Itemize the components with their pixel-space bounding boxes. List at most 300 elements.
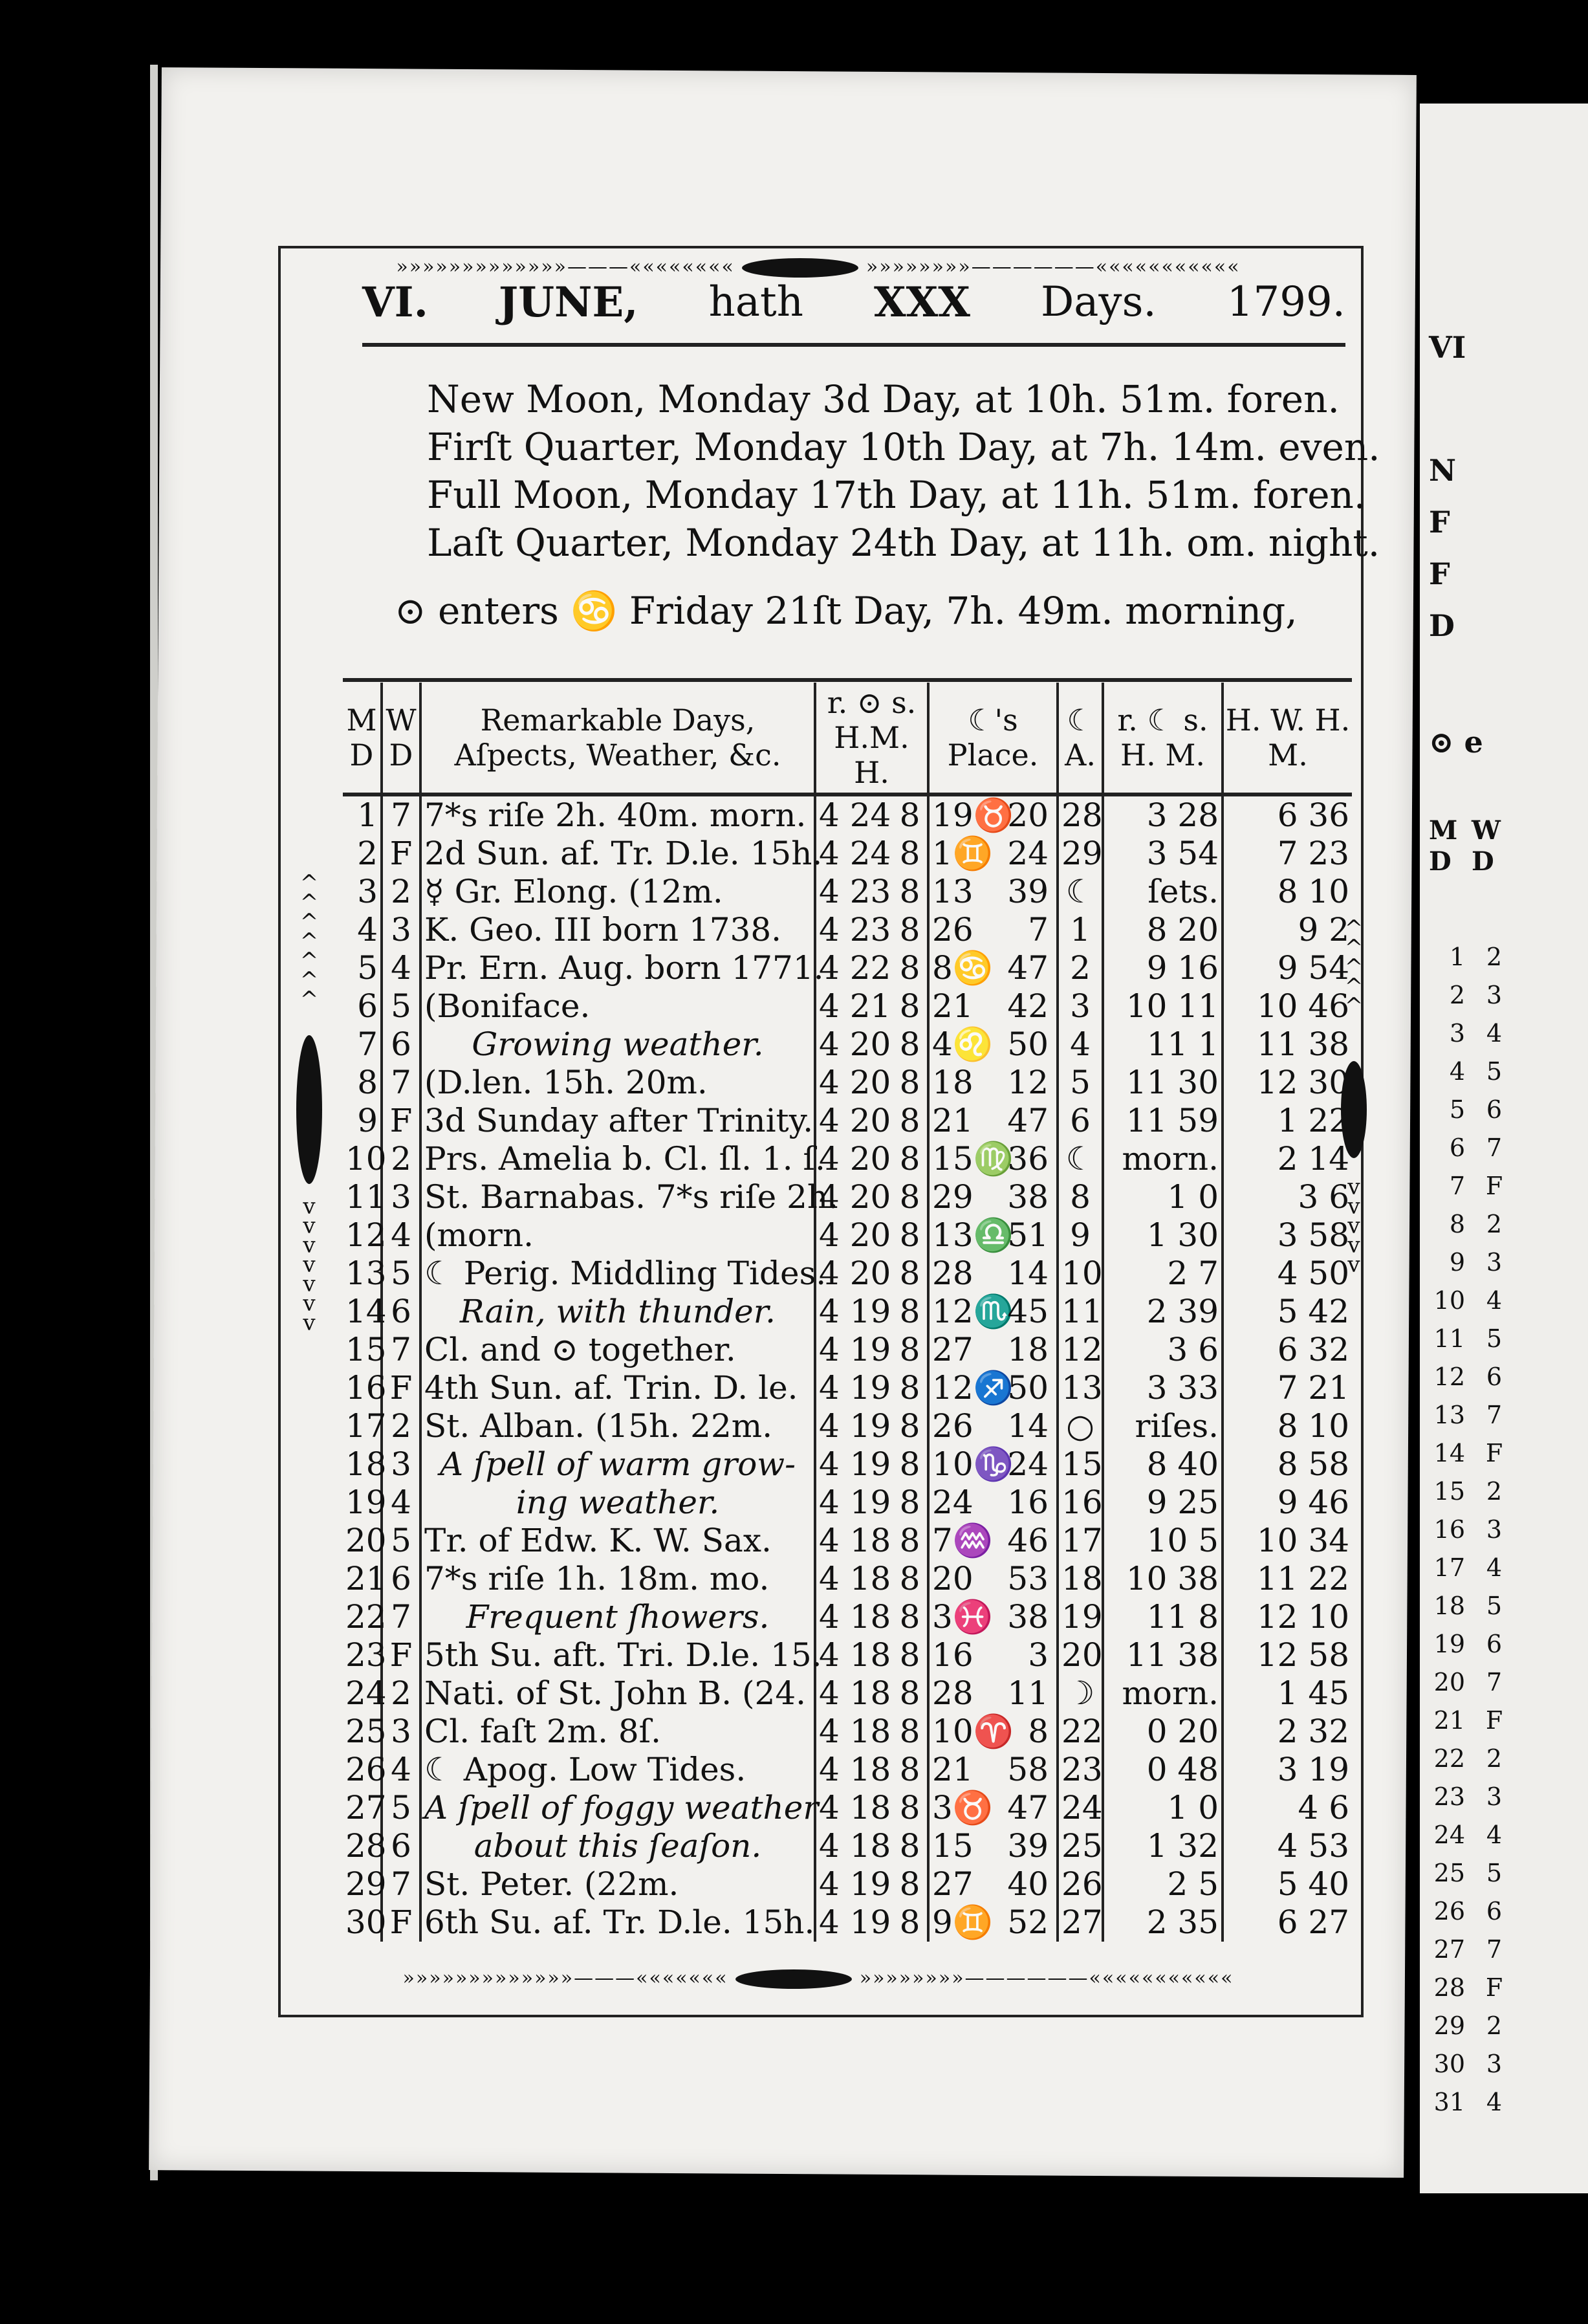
sun-rise: 4 19 [819, 1865, 891, 1903]
day-of-month: 26 [343, 1751, 382, 1789]
high-water: 9 46 [1277, 1484, 1350, 1521]
remark: Pr. Ern. Aug. born 1771. [420, 949, 815, 987]
sun-set: 8 [893, 1407, 928, 1445]
next-page-wd-cell: 3 [1486, 1515, 1503, 1544]
next-page-md-cell: 27 [1433, 1935, 1465, 1964]
table-row [343, 873, 1352, 911]
next-page-wd-cell: 7 [1486, 1134, 1503, 1162]
moon-age: 4 [1058, 1025, 1103, 1064]
moon-age: 12 [1058, 1331, 1103, 1369]
moon-age: 9 [1058, 1216, 1103, 1255]
high-water: 4 53 [1277, 1827, 1350, 1865]
moon-place-minutes: 11 [1007, 1674, 1049, 1712]
moon-place-minutes: 58 [1007, 1751, 1049, 1788]
moon-place-sign: 16 [932, 1636, 973, 1674]
day-of-month: 8 [343, 1064, 382, 1102]
sun-set: 8 [893, 1636, 928, 1674]
table-row [343, 1827, 1352, 1865]
moon-place [928, 1255, 1058, 1293]
moon-place-minutes: 36 [1007, 1140, 1049, 1178]
moon-rise-set: 8 40 [1103, 1445, 1223, 1484]
day-of-week: F [382, 1369, 420, 1407]
next-page-md-cell: 12 [1433, 1363, 1465, 1391]
day-of-week: 7 [382, 1865, 420, 1903]
table-row [343, 1178, 1352, 1216]
sun-rise: 4 18 [819, 1827, 891, 1865]
remark: Growing weather. [420, 1025, 815, 1064]
table-row [343, 1903, 1352, 1942]
moon-place-minutes: 40 [1007, 1865, 1049, 1903]
moon-place-minutes: 7 [1028, 911, 1049, 948]
day-of-month: 2 [343, 835, 382, 873]
table-row [343, 1407, 1352, 1445]
sun-set: 8 [893, 1255, 928, 1293]
next-page-wd-cell: 3 [1486, 981, 1503, 1009]
moon-place-minutes: 46 [1007, 1522, 1049, 1559]
moon-rise-set: 2 39 [1103, 1293, 1223, 1331]
remark: (Boniface. [420, 987, 815, 1025]
moon-age: ○ [1058, 1407, 1103, 1445]
sun-set: 8 [893, 1178, 928, 1216]
col-moon-place: ☾'s Place. [928, 683, 1058, 795]
moon-rise-set: 3 33 [1103, 1369, 1223, 1407]
next-page-wd-cell: 6 [1486, 1095, 1503, 1124]
moon-place [928, 987, 1058, 1025]
moon-place [928, 1903, 1058, 1942]
moon-place [928, 1445, 1058, 1484]
table-row [343, 949, 1352, 987]
next-page-phase-f1: F [1429, 505, 1450, 540]
moon-place-sign: 10♑ [932, 1445, 1014, 1483]
sun-rise: 4 18 [819, 1751, 891, 1788]
next-page-md-cell: 30 [1433, 2050, 1465, 2078]
table-row [343, 1445, 1352, 1484]
next-page-md-cell: 13 [1433, 1401, 1465, 1429]
moon-place-sign: 9♊ [932, 1903, 994, 1941]
right-side-ornament-lower: v v v v v [1347, 1174, 1360, 1278]
phase-first-quarter: Firſt Quarter, Monday 10th Day, at 7h. 14m. even. [427, 425, 1380, 469]
day-of-month: 24 [343, 1674, 382, 1713]
moon-place [928, 835, 1058, 873]
day-of-week: 3 [382, 911, 420, 949]
moon-age: ☾ [1058, 1140, 1103, 1178]
day-of-week: F [382, 835, 420, 873]
moon-rise-set: ſets. [1103, 873, 1223, 911]
day-of-week: 4 [382, 1216, 420, 1255]
moon-age: 23 [1058, 1751, 1103, 1789]
moon-place [928, 1293, 1058, 1331]
moon-place-sign: 15♍ [932, 1140, 1014, 1178]
table-row [343, 1025, 1352, 1064]
moon-place-minutes: 51 [1007, 1216, 1049, 1254]
moon-place [928, 1636, 1058, 1674]
remark: ☾ Perig. Middling Tides. [420, 1255, 815, 1293]
high-water: 5 42 [1277, 1293, 1350, 1330]
moon-rise-set: 10 38 [1103, 1560, 1223, 1598]
next-page-wd-cell: 2 [1486, 943, 1503, 971]
high-water: 2 32 [1277, 1713, 1350, 1750]
next-page-sun-mark: ⊙ e [1429, 725, 1483, 760]
moon-rise-set: 0 20 [1103, 1713, 1223, 1751]
sun-set: 8 [893, 1827, 928, 1865]
high-water: 3 19 [1277, 1751, 1350, 1788]
moon-place [928, 795, 1058, 835]
moon-place-minutes: 39 [1007, 1827, 1049, 1865]
next-page-md-cell: 28 [1433, 1973, 1465, 2002]
next-page-md-cell: 21 [1433, 1706, 1465, 1735]
col-moon-age: ☾ A. [1058, 683, 1103, 795]
sun-rise: 4 19 [819, 1369, 891, 1407]
sun-set: 8 [893, 1903, 928, 1942]
next-page-md-cell: 1 [1449, 943, 1465, 971]
high-water: 6 36 [1277, 796, 1350, 834]
phase-new-moon: New Moon, Monday 3d Day, at 10h. 51m. foren. [427, 377, 1340, 421]
next-page-wd-cell: 6 [1486, 1363, 1503, 1391]
moon-rise-set: 3 54 [1103, 835, 1223, 873]
moon-place-minutes: 3 [1028, 1636, 1049, 1674]
day-of-week: 2 [382, 1407, 420, 1445]
sun-rise: 4 23 [819, 911, 891, 948]
high-water: 3 58 [1277, 1216, 1350, 1254]
next-page-phase-d: D [1429, 608, 1455, 643]
right-side-ornament: ^ ^ ^ ^ ^ [1344, 915, 1364, 1019]
sun-rise: 4 19 [819, 1407, 891, 1445]
sun-rise: 4 22 [819, 949, 891, 987]
sun-rise: 4 18 [819, 1598, 891, 1636]
col-moon-rise-set: r. ☾ s. H. M. [1103, 683, 1223, 795]
next-page-md-cell: 20 [1433, 1668, 1465, 1696]
moon-place-sign: 20 [932, 1560, 973, 1597]
day-of-week: 6 [382, 1560, 420, 1598]
next-page-wd-cell: 2 [1486, 1744, 1503, 1773]
day-of-month: 28 [343, 1827, 382, 1865]
moon-place-minutes: 39 [1007, 873, 1049, 910]
hath-word: hath [708, 278, 803, 326]
moon-place [928, 1865, 1058, 1903]
next-page-md-cell: 29 [1433, 2012, 1465, 2040]
next-page-wd-header: W D [1472, 815, 1501, 877]
moon-place-sign: 28 [932, 1255, 973, 1292]
moon-place-sign: 29 [932, 1178, 973, 1216]
next-page-month: VI [1429, 330, 1466, 365]
col-md: M D [343, 683, 382, 795]
next-page-md-cell: 17 [1433, 1553, 1465, 1582]
next-page-md-cell: 3 [1449, 1019, 1465, 1047]
moon-place-sign: 21 [932, 1751, 973, 1788]
day-of-month: 27 [343, 1789, 382, 1827]
day-of-week: 6 [382, 1827, 420, 1865]
sun-set: 8 [893, 1713, 928, 1751]
next-page-md-cell: 23 [1433, 1782, 1465, 1811]
moon-place [928, 1522, 1058, 1560]
phase-full-moon: Full Moon, Monday 17th Day, at 11h. 51m. foren. [427, 473, 1366, 517]
high-water: 5 40 [1277, 1865, 1350, 1903]
next-page-wd-cell: 4 [1486, 1019, 1503, 1047]
high-water: 7 21 [1277, 1369, 1350, 1407]
sun-set: 8 [893, 1522, 928, 1560]
next-page-md-cell: 9 [1449, 1248, 1465, 1277]
next-page-md-column [1433, 938, 1465, 2121]
next-page-wd-cell: 7 [1486, 1401, 1503, 1429]
day-of-month: 21 [343, 1560, 382, 1598]
next-page-md-cell: 4 [1449, 1057, 1465, 1086]
moon-place-minutes: 47 [1007, 1102, 1049, 1139]
next-page-wd-cell: 4 [1486, 1286, 1503, 1315]
sun-set: 8 [893, 911, 928, 949]
day-of-week: 5 [382, 1255, 420, 1293]
sun-set: 8 [893, 1789, 928, 1827]
remark: Rain, with thunder. [420, 1293, 815, 1331]
remark: St. Barnabas. 7*s riſe 2h. [420, 1178, 815, 1216]
sun-set: 8 [893, 1598, 928, 1636]
day-of-week: F [382, 1903, 420, 1942]
moon-rise-set: 9 16 [1103, 949, 1223, 987]
moon-place [928, 1484, 1058, 1522]
bottom-border-ornament: »»»»»»»»»»»»»———««««««« »»»»»»»»——————««««««««««« [402, 1967, 1234, 1990]
table-row [343, 1331, 1352, 1369]
moon-place-sign: 15 [932, 1827, 973, 1865]
remark: 4th Sun. af. Trin. D. le. [420, 1369, 815, 1407]
moon-place-minutes: 8 [1028, 1713, 1049, 1750]
next-page-wd-cell: 6 [1486, 1897, 1503, 1925]
sun-set: 8 [893, 835, 928, 873]
moon-place-sign: 4♌ [932, 1025, 994, 1063]
day-of-week: 3 [382, 1713, 420, 1751]
moon-rise-set: 1 32 [1103, 1827, 1223, 1865]
table-row [343, 1369, 1352, 1407]
moon-place-minutes: 24 [1007, 1445, 1049, 1483]
high-water: 7 23 [1277, 835, 1350, 872]
remark: A ſpell of warm grow- [420, 1445, 815, 1484]
sun-set: 8 [893, 949, 928, 987]
sun-set: 8 [893, 873, 928, 911]
table-row [343, 911, 1352, 949]
moon-place-sign: 27 [932, 1865, 973, 1903]
high-water: 3 6 [1298, 1178, 1350, 1216]
remark: St. Alban. (15h. 22m. [420, 1407, 815, 1445]
moon-age: ☽ [1058, 1674, 1103, 1713]
remark: 6th Su. af. Tr. D.le. 15h. [420, 1903, 815, 1942]
next-page-wd-cell: F [1485, 1973, 1503, 2002]
day-of-month: 5 [343, 949, 382, 987]
next-page-md-cell: 6 [1449, 1134, 1465, 1162]
moon-age: 19 [1058, 1598, 1103, 1636]
table-row [343, 1522, 1352, 1560]
moon-place [928, 1407, 1058, 1445]
moon-place [928, 911, 1058, 949]
sun-set: 8 [893, 1216, 928, 1255]
table-row [343, 1216, 1352, 1255]
moon-rise-set: morn. [1103, 1674, 1223, 1713]
moon-place [928, 1674, 1058, 1713]
moon-place-sign: 21 [932, 987, 973, 1025]
moon-place-minutes: 52 [1007, 1903, 1049, 1941]
sun-set: 8 [893, 1064, 928, 1102]
moon-rise-set: 2 7 [1103, 1255, 1223, 1293]
moon-place-sign: 8♋ [932, 949, 994, 987]
remark: 2d Sun. af. Tr. D.le. 15h. [420, 835, 815, 873]
moon-place-minutes: 14 [1007, 1407, 1049, 1445]
high-water: 11 22 [1256, 1560, 1350, 1597]
moon-place-sign: 19♉ [932, 796, 1014, 834]
sun-set: 8 [893, 1560, 928, 1598]
day-of-week: 6 [382, 1293, 420, 1331]
table-row [343, 1674, 1352, 1713]
moon-rise-set: 1 0 [1103, 1789, 1223, 1827]
moon-place [928, 1369, 1058, 1407]
moon-place-minutes: 47 [1007, 949, 1049, 987]
high-water: 10 46 [1256, 987, 1350, 1025]
moon-age: 3 [1058, 987, 1103, 1025]
sun-set: 8 [893, 795, 928, 835]
day-of-month: 11 [343, 1178, 382, 1216]
moon-place-minutes: 47 [1007, 1789, 1049, 1826]
day-of-month: 16 [343, 1369, 382, 1407]
high-water: 12 30 [1256, 1064, 1350, 1101]
moon-rise-set: 11 59 [1103, 1102, 1223, 1140]
top-border-ornament: »»»»»»»»»»»»»———«««««««« »»»»»»»»——————««««««««««« [396, 256, 1241, 278]
col-sun: r. ⊙ s. H.M. H. [815, 683, 928, 795]
moon-rise-set: 9 25 [1103, 1484, 1223, 1522]
next-page-wd-cell: 5 [1486, 1324, 1503, 1353]
sun-rise: 4 19 [819, 1445, 891, 1483]
sun-set: 8 [893, 1140, 928, 1178]
next-page-wd-cell: F [1485, 1706, 1503, 1735]
next-page-md-cell: 24 [1433, 1821, 1465, 1849]
moon-place [928, 1789, 1058, 1827]
sun-set: 8 [893, 1331, 928, 1369]
moon-place-sign: 12♏ [932, 1293, 1014, 1330]
next-page-wd-cell: 5 [1486, 1859, 1503, 1887]
moon-place-sign: 13 [932, 873, 973, 910]
day-of-week: 5 [382, 987, 420, 1025]
sun-set: 8 [893, 1674, 928, 1713]
day-of-month: 14 [343, 1293, 382, 1331]
day-of-month: 13 [343, 1255, 382, 1293]
next-page-wd-cell: F [1485, 1172, 1503, 1200]
sun-set: 8 [893, 1293, 928, 1331]
day-of-week: 4 [382, 1484, 420, 1522]
next-page-md-cell: 22 [1433, 1744, 1465, 1773]
moon-place-sign: 27 [932, 1331, 973, 1368]
sun-rise: 4 19 [819, 1331, 891, 1368]
next-page-md-cell: 7 [1449, 1172, 1465, 1200]
moon-phases [427, 375, 1380, 567]
remark: Cl. and ⊙ together. [420, 1331, 815, 1369]
moon-age: 22 [1058, 1713, 1103, 1751]
high-water: 10 34 [1256, 1522, 1350, 1559]
sun-rise: 4 19 [819, 1293, 891, 1330]
day-of-month: 29 [343, 1865, 382, 1903]
moon-place-minutes: 18 [1007, 1331, 1049, 1368]
day-of-week: F [382, 1102, 420, 1140]
next-page-edge [1420, 104, 1588, 2193]
next-page-md-cell: 26 [1433, 1897, 1465, 1925]
high-water: 8 10 [1277, 1407, 1350, 1445]
remark: ☿ Gr. Elong. (12m. [420, 873, 815, 911]
moon-place [928, 1102, 1058, 1140]
moon-age: 26 [1058, 1865, 1103, 1903]
next-page-md-header: M D [1429, 815, 1458, 877]
moon-rise-set: 11 30 [1103, 1064, 1223, 1102]
next-page-wd-cell: 6 [1486, 1630, 1503, 1658]
day-of-week: 7 [382, 795, 420, 835]
sun-rise: 4 18 [819, 1789, 891, 1826]
next-page-md-cell: 31 [1433, 2088, 1465, 2116]
day-of-month: 1 [343, 795, 382, 835]
day-of-week: 7 [382, 1064, 420, 1102]
remark: 3d Sunday after Trinity. [420, 1102, 815, 1140]
col-wd: W D [382, 683, 420, 795]
moon-rise-set: morn. [1103, 1140, 1223, 1178]
next-page-wd-cell: 2 [1486, 2012, 1503, 2040]
day-of-month: 10 [343, 1140, 382, 1178]
day-of-month: 6 [343, 987, 382, 1025]
sun-set: 8 [893, 987, 928, 1025]
next-page-wd-cell: 7 [1486, 1935, 1503, 1964]
moon-place-sign: 26 [932, 911, 973, 948]
sun-set: 8 [893, 1445, 928, 1484]
moon-place [928, 873, 1058, 911]
high-water: 8 58 [1277, 1445, 1350, 1483]
table-row [343, 1713, 1352, 1751]
sun-rise: 4 20 [819, 1178, 891, 1216]
table-row [343, 835, 1352, 873]
next-page-wd-cell: 7 [1486, 1668, 1503, 1696]
day-of-week: 2 [382, 1674, 420, 1713]
moon-age: 2 [1058, 949, 1103, 987]
table-header-row [343, 683, 1352, 795]
sun-rise: 4 20 [819, 1255, 891, 1292]
moon-place [928, 1560, 1058, 1598]
moon-rise-set: 11 38 [1103, 1636, 1223, 1674]
moon-age: 10 [1058, 1255, 1103, 1293]
month-name: JUNE, [498, 278, 638, 327]
moon-place-minutes: 42 [1007, 987, 1049, 1025]
next-page-md-cell: 14 [1433, 1439, 1465, 1467]
header-rule [362, 343, 1345, 347]
moon-place-minutes: 53 [1007, 1560, 1049, 1597]
table-row [343, 1598, 1352, 1636]
remark: 7*s riſe 1h. 18m. mo. [420, 1560, 815, 1598]
year: 1799. [1226, 278, 1345, 326]
col-remarks: Remarkable Days, Aſpects, Weather, &c. [420, 683, 815, 795]
table-row [343, 1789, 1352, 1827]
moon-place [928, 1216, 1058, 1255]
high-water: 11 38 [1256, 1025, 1350, 1063]
moon-place-sign: 18 [932, 1064, 973, 1101]
remark: 5th Su. aft. Tri. D.le. 15. [420, 1636, 815, 1674]
moon-place [928, 1064, 1058, 1102]
next-page-wd-cell: 2 [1486, 1210, 1503, 1238]
moon-place-sign: 13♎ [932, 1216, 1014, 1254]
sun-rise: 4 24 [819, 835, 891, 872]
sun-rise: 4 18 [819, 1674, 891, 1712]
day-of-week: 7 [382, 1331, 420, 1369]
moon-place [928, 1140, 1058, 1178]
moon-place [928, 949, 1058, 987]
moon-place-sign: 7♒ [932, 1522, 994, 1559]
sun-enters-cancer: ⊙ enters ♋ Friday 21ſt Day, 7h. 49m. morning, [395, 589, 1298, 633]
day-of-week: 7 [382, 1598, 420, 1636]
day-of-week: 2 [382, 873, 420, 911]
left-side-oval [296, 1035, 322, 1184]
high-water: 1 45 [1277, 1674, 1350, 1712]
sun-rise: 4 21 [819, 987, 891, 1025]
almanac-table [343, 683, 1352, 1942]
moon-place-minutes: 24 [1007, 835, 1049, 872]
moon-rise-set: 3 28 [1103, 795, 1223, 835]
